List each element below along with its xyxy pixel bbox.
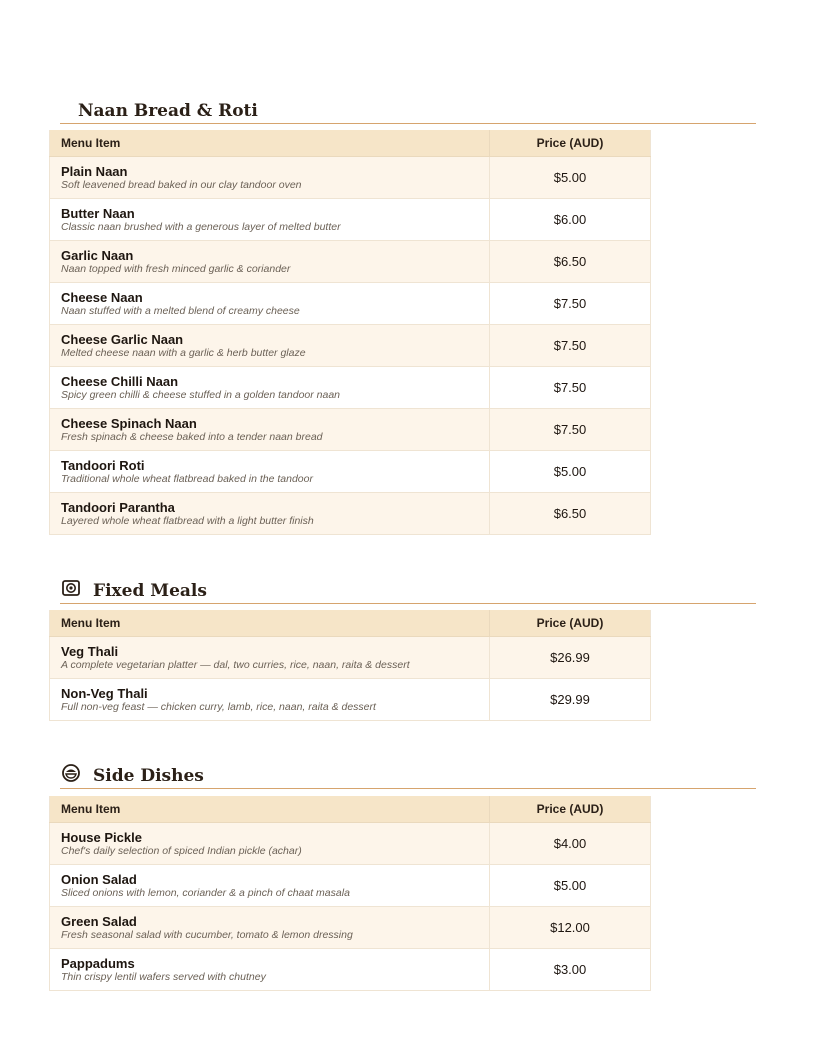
menu-item-name: Non-Veg Thali — [61, 685, 148, 701]
menu-item-price: $6.00 — [490, 199, 651, 241]
menu-item-price: $26.99 — [490, 637, 651, 679]
table-row — [50, 409, 651, 451]
menu-item-cell — [50, 949, 490, 991]
menu-item-description: Layered whole wheat flatbread with a light butter finish — [61, 514, 314, 527]
section-title: Fixed Meals — [93, 581, 207, 601]
menu-item-cell — [50, 199, 490, 241]
table-row — [50, 637, 651, 679]
table-body — [50, 157, 651, 535]
menu-item-description: Full non-veg feast — chicken curry, lamb, rice, naan, raita & dessert — [61, 700, 376, 713]
menu-item-cell — [50, 865, 490, 907]
column-header-price: Price (AUD) — [490, 796, 651, 823]
menu-item-price: $5.00 — [490, 451, 651, 493]
table-row — [50, 493, 651, 535]
menu-item-description: Soft leavened bread baked in our clay tandoor oven — [61, 178, 302, 191]
menu-item-price: $5.00 — [490, 865, 651, 907]
table-row — [50, 679, 651, 721]
column-header-price: Price (AUD) — [490, 610, 651, 637]
plate-icon — [61, 578, 81, 598]
menu-item-name: Tandoori Parantha — [61, 499, 175, 515]
table-row — [50, 283, 651, 325]
table-body — [50, 823, 651, 991]
menu-item-description: Chef's daily selection of spiced Indian pickle (achar) — [61, 844, 302, 857]
table-row — [50, 451, 651, 493]
menu-item-description: Fresh seasonal salad with cucumber, tomato & lemon dressing — [61, 928, 353, 941]
column-header-item: Menu Item — [50, 610, 490, 637]
menu-item-price: $7.50 — [490, 325, 651, 367]
menu-item-name: Cheese Naan — [61, 289, 143, 305]
menu-item-price: $6.50 — [490, 493, 651, 535]
menu-item-description: Spicy green chilli & cheese stuffed in a golden tandoor naan — [61, 388, 341, 401]
menu-item-price: $5.00 — [490, 157, 651, 199]
menu-item-name: Cheese Spinach Naan — [61, 415, 197, 431]
column-header-item: Menu Item — [50, 796, 490, 823]
menu-table — [49, 796, 651, 991]
menu-item-cell — [50, 367, 490, 409]
column-header-price: Price (AUD) — [490, 130, 651, 157]
table-row — [50, 823, 651, 865]
table-row — [50, 199, 651, 241]
menu-item-cell — [50, 241, 490, 283]
menu-item-price: $6.50 — [490, 241, 651, 283]
menu-item-name: Butter Naan — [61, 205, 135, 221]
menu-item-cell — [50, 823, 490, 865]
menu-item-name: House Pickle — [61, 829, 142, 845]
menu-item-price: $12.00 — [490, 907, 651, 949]
menu-item-cell — [50, 679, 490, 721]
table-header-row — [50, 610, 651, 637]
menu-item-description: Traditional whole wheat flatbread baked in the tandoor — [61, 472, 313, 485]
table-row — [50, 367, 651, 409]
menu-item-price: $4.00 — [490, 823, 651, 865]
menu-item-price: $7.50 — [490, 283, 651, 325]
menu-item-cell — [50, 325, 490, 367]
menu-item-description: Naan topped with fresh minced garlic & coriander — [61, 262, 291, 275]
menu-item-cell — [50, 451, 490, 493]
menu-item-name: Tandoori Roti — [61, 457, 145, 473]
menu-item-description: Classic naan brushed with a generous layer of melted butter — [61, 220, 341, 233]
menu-item-price: $7.50 — [490, 409, 651, 451]
menu-item-cell — [50, 283, 490, 325]
table-row — [50, 907, 651, 949]
section-title: Naan Bread & Roti — [78, 101, 258, 121]
table-row — [50, 157, 651, 199]
menu-item-name: Cheese Garlic Naan — [61, 331, 184, 347]
menu-item-name: Cheese Chilli Naan — [61, 373, 179, 389]
menu-item-name: Pappadums — [61, 955, 135, 971]
menu-item-cell — [50, 493, 490, 535]
menu-item-price: $3.00 — [490, 949, 651, 991]
table-body — [50, 637, 651, 721]
menu-item-description: Sliced onions with lemon, coriander & a pinch of chaat masala — [61, 886, 350, 899]
section-header — [60, 93, 756, 124]
menu-table — [49, 610, 651, 721]
menu-table — [49, 130, 651, 535]
menu-item-name: Garlic Naan — [61, 247, 134, 263]
menu-item-cell — [50, 637, 490, 679]
menu-item-cell — [50, 907, 490, 949]
menu-item-description: A complete vegetarian platter — dal, two curries, rice, naan, raita & dessert — [61, 658, 410, 671]
table-row — [50, 949, 651, 991]
table-header-row — [50, 796, 651, 823]
section-header — [60, 758, 756, 789]
section-header — [60, 573, 756, 604]
table-row — [50, 865, 651, 907]
menu-item-cell — [50, 157, 490, 199]
menu-item-name: Green Salad — [61, 913, 137, 929]
menu-item-description: Melted cheese naan with a garlic & herb butter glaze — [61, 346, 306, 359]
table-row — [50, 241, 651, 283]
menu-item-price: $7.50 — [490, 367, 651, 409]
table-row — [50, 325, 651, 367]
menu-item-price: $29.99 — [490, 679, 651, 721]
bowl-icon — [61, 763, 81, 783]
menu-item-description: Thin crispy lentil wafers served with chutney — [61, 970, 266, 983]
section-title: Side Dishes — [93, 766, 204, 786]
table-header-row — [50, 130, 651, 157]
menu-item-cell — [50, 409, 490, 451]
menu-item-description: Naan stuffed with a melted blend of creamy cheese — [61, 304, 300, 317]
column-header-item: Menu Item — [50, 130, 490, 157]
menu-item-name: Veg Thali — [61, 643, 119, 659]
menu-item-name: Onion Salad — [61, 871, 137, 887]
menu-item-name: Plain Naan — [61, 163, 128, 179]
menu-item-description: Fresh spinach & cheese baked into a tender naan bread — [61, 430, 323, 443]
